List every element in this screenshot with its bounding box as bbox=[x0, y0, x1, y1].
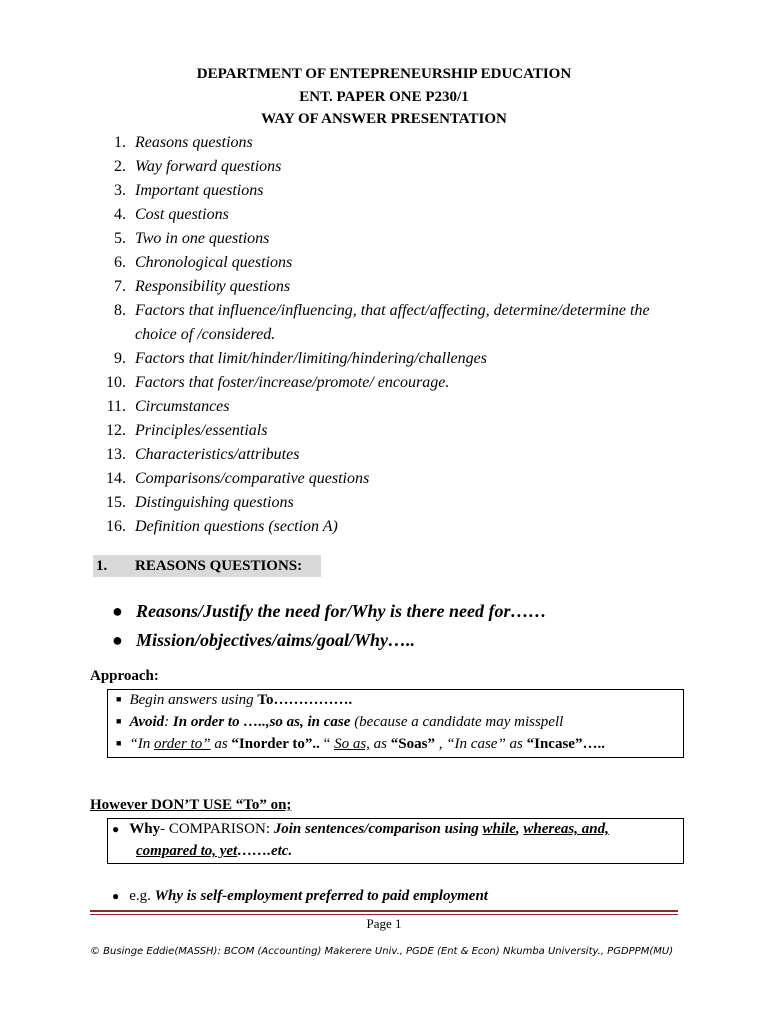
approach-rule-3: ■ “In order to” as “Inorder to”.. “ So as, as “Soas” , “In case” as “Incase”….. bbox=[116, 736, 605, 752]
list-text: Reasons questions bbox=[135, 134, 253, 151]
footer-divider bbox=[90, 910, 678, 912]
square-bullet-icon: ■ bbox=[116, 716, 122, 726]
list-number: 11. bbox=[106, 398, 126, 415]
list-text: Factors that limit/hinder/limiting/hindering/challenges bbox=[135, 350, 487, 367]
list-text: Characteristics/attributes bbox=[135, 446, 300, 463]
list-text: Factors that foster/increase/promote/ encourage. bbox=[135, 374, 450, 391]
list-text: Cost questions bbox=[135, 206, 229, 223]
list-number: 4. bbox=[114, 206, 126, 223]
list-text: Two in one questions bbox=[135, 230, 270, 247]
list-text: Responsibility questions bbox=[135, 278, 291, 295]
document-page: DEPARTMENT OF ENTEPRENEURSHIP EDUCATION ENT. PAPER ONE P230/1 WAY OF ANSWER PRESENTATION 1. Reasons questions 2. Way forward questions 3. Important questions 4. Cost questions 5. Two in one questions 6. Chronological questions 7. Responsibility questions 8. Factors that influence/influencing, that affect/affecting, determine/determine the choice of /considered. 9. Factors that limit/hinder/limiting/hindering/challenges 10. Factors that foster/increase/promote/ encourage. 11. Circumstances 12. Principles/essentials 13. Characteristics/attributes 14. Comparisons/comparative questions 15. Distinguishing questions 16. Definition questions (section A) 1. REASONS QUESTIONS: ● Reasons/Justify the need for/Why is there need for…… ● Mission/objectives/aims/goal/Why….. Approach: ■ Begin answers using To……………. ■ Avoid: In order to …..,so as, in case (because a candidate may misspell ■ “In order to” as “Inorder to”.. “ So as, as “Soas” , “In case” as “Incase”….. However DON’T USE “To” on; ● Why- COMPARISON: Join sentences/comparison using while, whereas, and, compared to, yet…….etc. ● e.g. Why is self-employment preferred to paid employment Page 1 © Businge Eddie(MASSH): BCOM (Accounting) Makerere Univ., PGDE (Ent & Econ) Nkumba University., PGDPPM(MU) bbox=[0, 0, 768, 1024]
page-number: Page 1 bbox=[366, 916, 402, 931]
copyright-footer: © Businge Eddie(MASSH): BCOM (Accounting) Makerere Univ., PGDE (Ent & Econ) Nkumba University., PGDPPM(MU) bbox=[90, 946, 674, 957]
department-title: DEPARTMENT OF ENTEPRENEURSHIP EDUCATION bbox=[196, 66, 572, 82]
list-text: Definition questions (section A) bbox=[135, 518, 338, 535]
list-text: Circumstances bbox=[135, 398, 230, 415]
approach-box bbox=[107, 689, 684, 758]
square-bullet-icon: ■ bbox=[116, 738, 122, 748]
list-text: Principles/essentials bbox=[135, 422, 268, 439]
list-text: Chronological questions bbox=[135, 254, 293, 271]
list-text: Distinguishing questions bbox=[135, 494, 294, 511]
square-bullet-icon: ■ bbox=[116, 694, 122, 704]
list-number: 12. bbox=[106, 422, 126, 439]
paper-title: ENT. PAPER ONE P230/1 bbox=[299, 89, 469, 105]
list-number: 6. bbox=[114, 254, 126, 271]
list-number: 1. bbox=[114, 134, 126, 151]
list-number: 9. bbox=[114, 350, 126, 367]
list-number: 3. bbox=[114, 182, 126, 199]
comparison-box bbox=[107, 818, 684, 864]
bullet-icon: ● bbox=[112, 630, 123, 650]
bullet-icon: ● bbox=[112, 889, 120, 903]
approach-label: Approach: bbox=[90, 668, 159, 684]
list-number: 5. bbox=[114, 230, 126, 247]
approach-rule-2: ■ Avoid: In order to …..,so as, in case (because a candidate may misspell bbox=[116, 714, 564, 730]
example-line: ● e.g. Why is self-employment preferred to paid employment bbox=[112, 888, 488, 904]
list-number: 14. bbox=[106, 470, 126, 487]
approach-rule-1: ■ Begin answers using To……………. bbox=[116, 692, 353, 708]
list-text: Factors that influence/influencing, that affect/affecting, determine/determine the choice of /considered. bbox=[135, 302, 650, 343]
list-number: 7. bbox=[114, 278, 126, 295]
list-text: Important questions bbox=[135, 182, 264, 199]
list-text: Way forward questions bbox=[135, 158, 282, 175]
bullet-icon: ● bbox=[112, 601, 123, 621]
comparison-rule: ● Why- COMPARISON: Join sentences/comparison using while, whereas, and, bbox=[112, 821, 609, 837]
section-title: REASONS QUESTIONS: bbox=[135, 558, 303, 574]
list-number: 16. bbox=[106, 518, 126, 535]
list-number: 13. bbox=[106, 446, 126, 463]
list-number: 15. bbox=[106, 494, 126, 511]
reasons-section-heading bbox=[93, 555, 321, 577]
however-note: However DON’T USE “To” on; bbox=[90, 797, 292, 813]
list-text: Comparisons/comparative questions bbox=[135, 470, 370, 487]
comparison-rule-cont: compared to, yet…….etc. bbox=[136, 843, 293, 859]
section-number: 1. bbox=[96, 558, 108, 574]
bullet-icon: ● bbox=[112, 822, 120, 836]
section-heading: WAY OF ANSWER PRESENTATION bbox=[261, 111, 507, 127]
footer-divider bbox=[90, 914, 678, 915]
list-number: 10. bbox=[106, 374, 126, 391]
list-number: 8. bbox=[114, 302, 126, 319]
list-number: 2. bbox=[114, 158, 126, 175]
